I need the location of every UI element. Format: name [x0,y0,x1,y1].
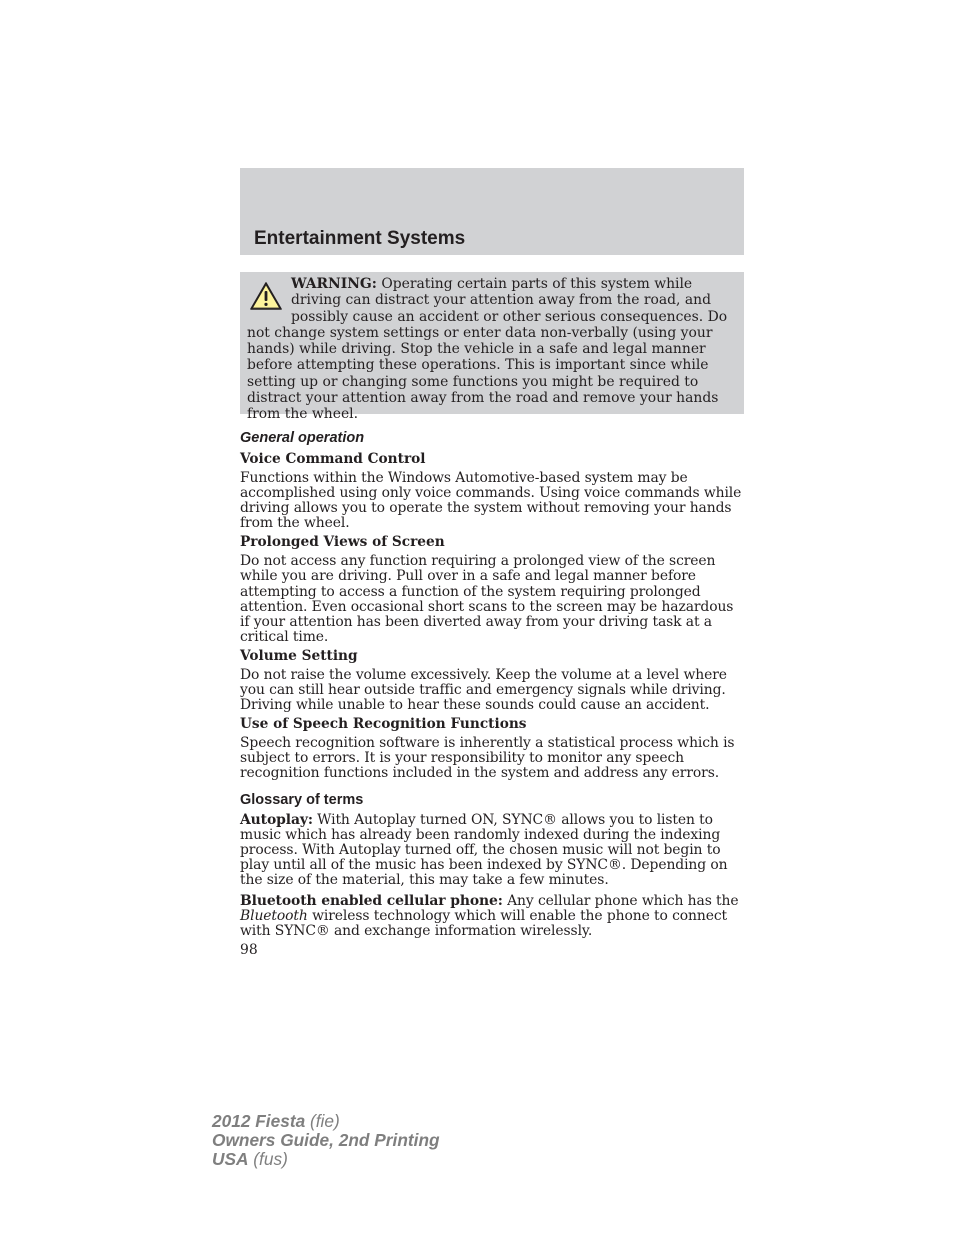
footer-model-code: (fie) [305,1111,340,1131]
footer-market-code: (fus) [248,1149,288,1169]
main-content [240,428,746,959]
footer-market: USA [212,1149,249,1169]
footer-line-2 [212,1131,440,1150]
footer-line-1 [212,1112,440,1131]
page-number: 98 [240,942,258,959]
voice-command-text: Functions within the Windows Automotive-based system may be accomplished using only voice commands. Using voice commands while driving allows you to operate the system without removing your hands from the wheel. [240,470,742,532]
bluetooth-term: Bluetooth enabled cellular phone: [240,892,503,909]
glossary-autoplay [240,813,746,888]
footer-guide: Owners Guide, 2nd Printing [212,1130,440,1150]
section-header-band [240,168,744,255]
autoplay-term: Autoplay: [240,811,313,828]
speech-recognition-heading: Use of Speech Recognition Functions [240,716,527,733]
general-operation-heading: General operation [240,430,365,446]
voice-command-heading: Voice Command Control [240,451,426,467]
glossary-bluetooth [240,894,746,939]
glossary-heading: Glossary of terms [240,791,364,808]
footer-model: 2012 Fiesta [212,1111,306,1131]
autoplay-definition: With Autoplay turned ON, SYNC® allows you to listen to music which has already been randomly indexed during the indexing process. With Autoplay turned off, the chosen music will not begin to play until all of the music has been indexed by SYNC®. Depending on the size of the material, this may take a few minutes. [240,811,728,888]
footer-line-3 [212,1150,440,1169]
warning-box [240,272,744,423]
prolonged-views-heading: Prolonged Views of Screen [240,534,445,551]
prolonged-views-text: Do not access any function requiring a prolonged view of the screen while you are driving. Pull over in a safe and legal manner before attempting to access a function of the system requiring prolonged attention. Even occasional short scans to the screen may be hazardous if your attention has been diverted away from your driving task at a critical time. [240,553,734,645]
volume-setting-text: Do not raise the volume excessively. Keep the volume at a level where you can still hear outside traffic and emergency signals while driving. Driving while unable to hear these sounds could cause an accident. [240,666,727,714]
warning-text [247,276,734,423]
bluetooth-italic: Bluetooth [240,908,308,925]
footer-edition [212,1112,440,1169]
volume-setting-heading: Volume Setting [240,647,358,664]
warning-label: WARNING: [291,276,377,292]
bluetooth-definition-1: Any cellular phone which has the [502,892,739,909]
section-title: Entertainment Systems [254,228,466,249]
bluetooth-definition-2: wireless technology which will enable the phone to connect with SYNC® and exchange information wirelessly. [240,908,728,940]
warning-body: Operating certain parts of this system while driving can distract your attention away from the road, and possibly cause an accident or other serious consequences. Do not change system settings or enter data non-verbally (using your hands) while driving. Stop the vehicle in a safe and legal manner before attempting these operations. This is important since while setting up or changing some functions you might be required to distract your attention away from the road and remove your hands from the wheel. [247,276,728,423]
warning-triangle-icon [249,281,283,311]
speech-recognition-text: Speech recognition software is inherently a statistical process which is subject to errors. It is your responsibility to monitor any speech recognition functions included in the system and address any errors. [240,735,735,782]
